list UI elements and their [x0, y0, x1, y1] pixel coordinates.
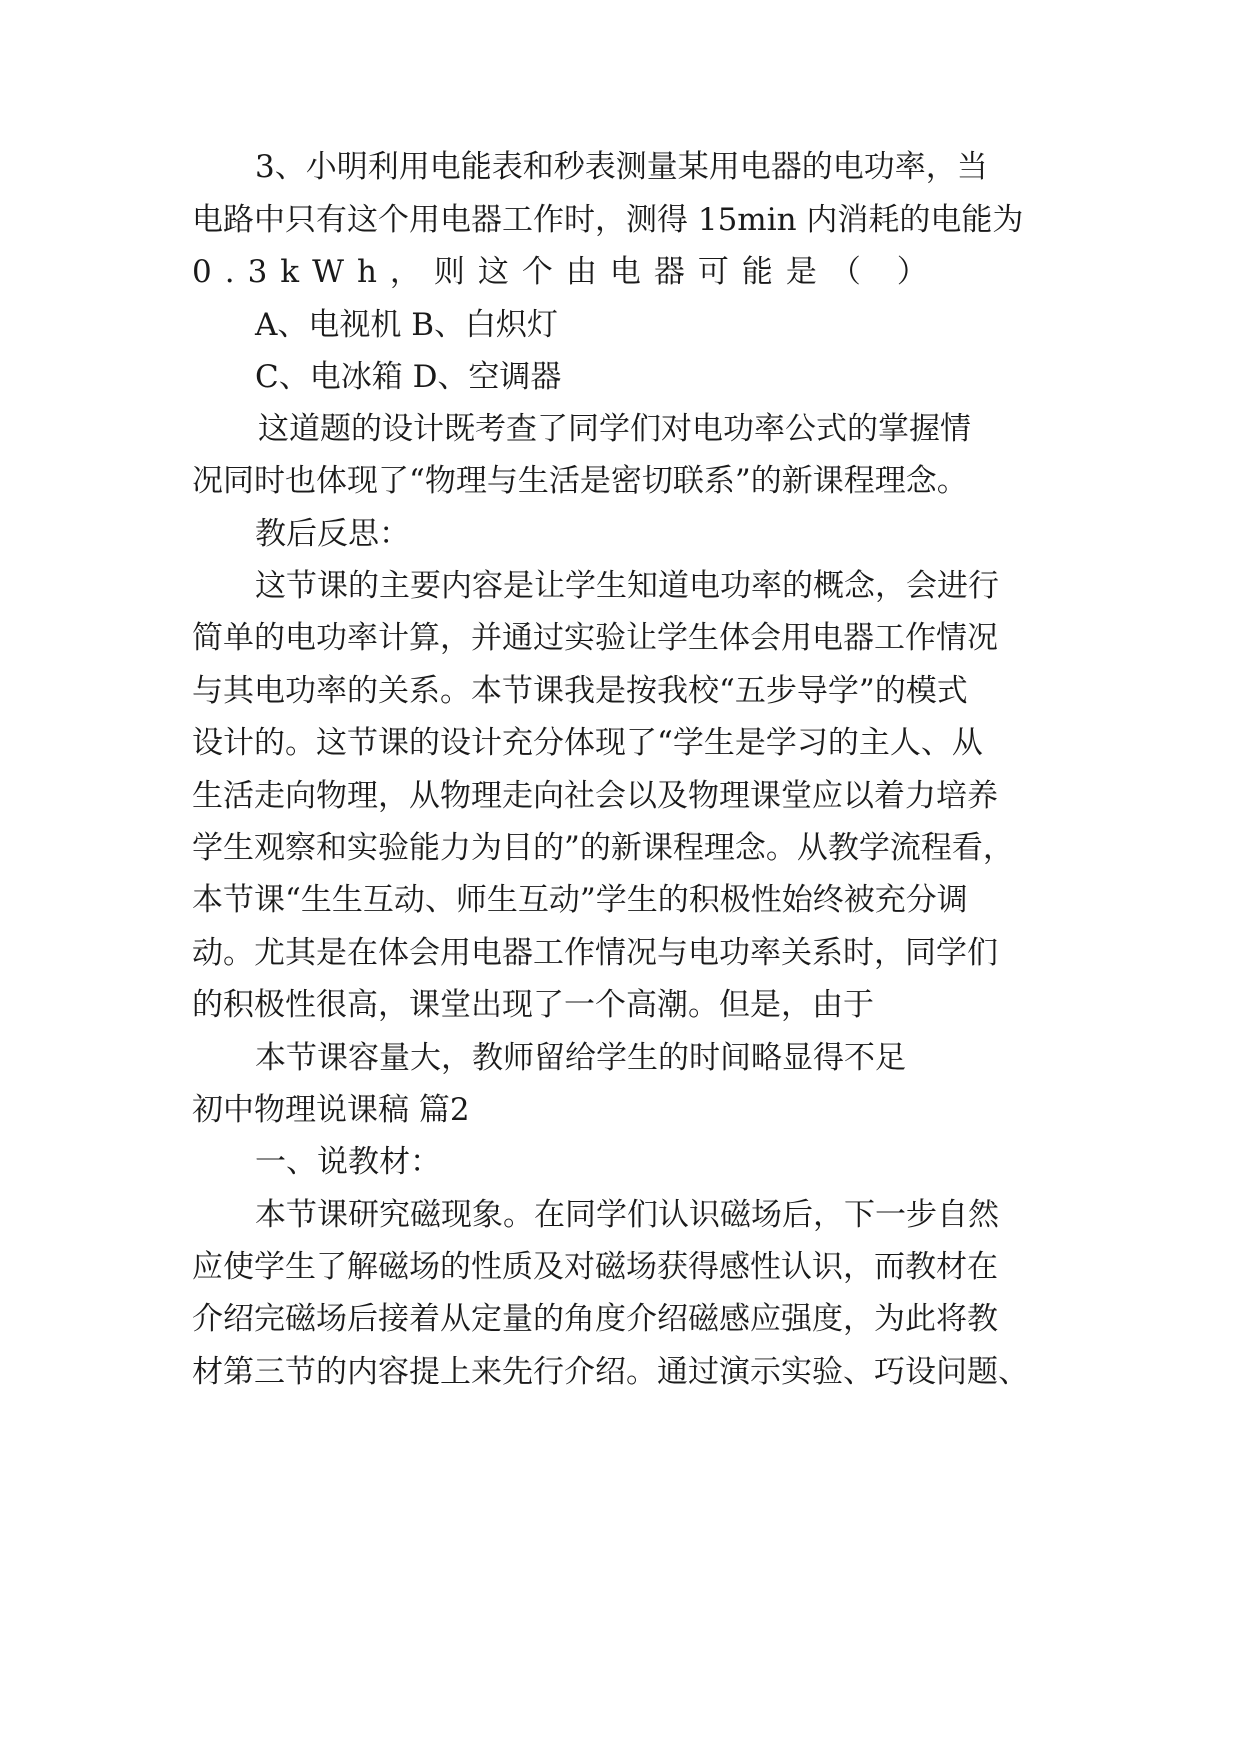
option-a-b: A、电视机 B、白炽灯: [255, 307, 559, 343]
section-2-line: 应使学生了解磁场的性质及对磁场获得感性认识，而教材在: [192, 1249, 998, 1285]
design-note-line-1: 这道题的设计既考查了同学们对电功率公式的掌握情: [258, 411, 971, 447]
option-c-d: C、电冰箱 D、空调器: [255, 359, 562, 395]
reflection-line: 这节课的主要内容是让学生知道电功率的概念，会进行: [255, 568, 999, 604]
question-3-line-2: 电路中只有这个用电器工作时，测得 15min 内消耗的电能为: [192, 202, 1024, 238]
question-3-line-3: 0.3kWh，则这个由电器可能是（ ）: [192, 254, 941, 290]
reflection-closing: 本节课容量大，教师留给学生的时间略显得不足: [255, 1040, 906, 1076]
reflection-line: 简单的电功率计算，并通过实验让学生体会用电器工作情况: [192, 620, 998, 656]
reflection-line: 生活走向物理，从物理走向社会以及物理课堂应以着力培养: [192, 778, 998, 814]
question-3-line-1: 3、小明利用电能表和秒表测量某用电器的电功率，当: [255, 149, 988, 185]
reflection-heading: 教后反思：: [255, 516, 410, 552]
section-2-subheading: 一、说教材：: [255, 1144, 441, 1180]
section-2-line: 介绍完磁场后接着从定量的角度介绍磁感应强度，为此将教: [192, 1301, 998, 1337]
reflection-line: 的积极性很高，课堂出现了一个高潮。但是，由于: [192, 987, 874, 1023]
reflection-line: 学生观察和实验能力为目的”的新课程理念。从教学流程看，: [192, 830, 1014, 866]
section-2-title: 初中物理说课稿 篇2: [192, 1092, 470, 1128]
design-note-line-2: 况同时也体现了“物理与生活是密切联系”的新课程理念。: [192, 463, 968, 499]
section-2-line: 材第三节的内容提上来先行介绍。通过演示实验、巧设问题、: [192, 1354, 1029, 1390]
section-2-line: 本节课研究磁现象。在同学们认识磁场后，下一步自然: [255, 1197, 999, 1233]
reflection-line: 与其电功率的关系。本节课我是按我校“五步导学”的模式: [192, 673, 968, 709]
reflection-line: 本节课“生生互动、师生互动”学生的积极性始终被充分调: [192, 882, 968, 918]
reflection-line: 设计的。这节课的设计充分体现了“学生是学习的主人、从: [192, 725, 983, 761]
reflection-line: 动。尤其是在体会用电器工作情况与电功率关系时，同学们: [192, 935, 998, 971]
